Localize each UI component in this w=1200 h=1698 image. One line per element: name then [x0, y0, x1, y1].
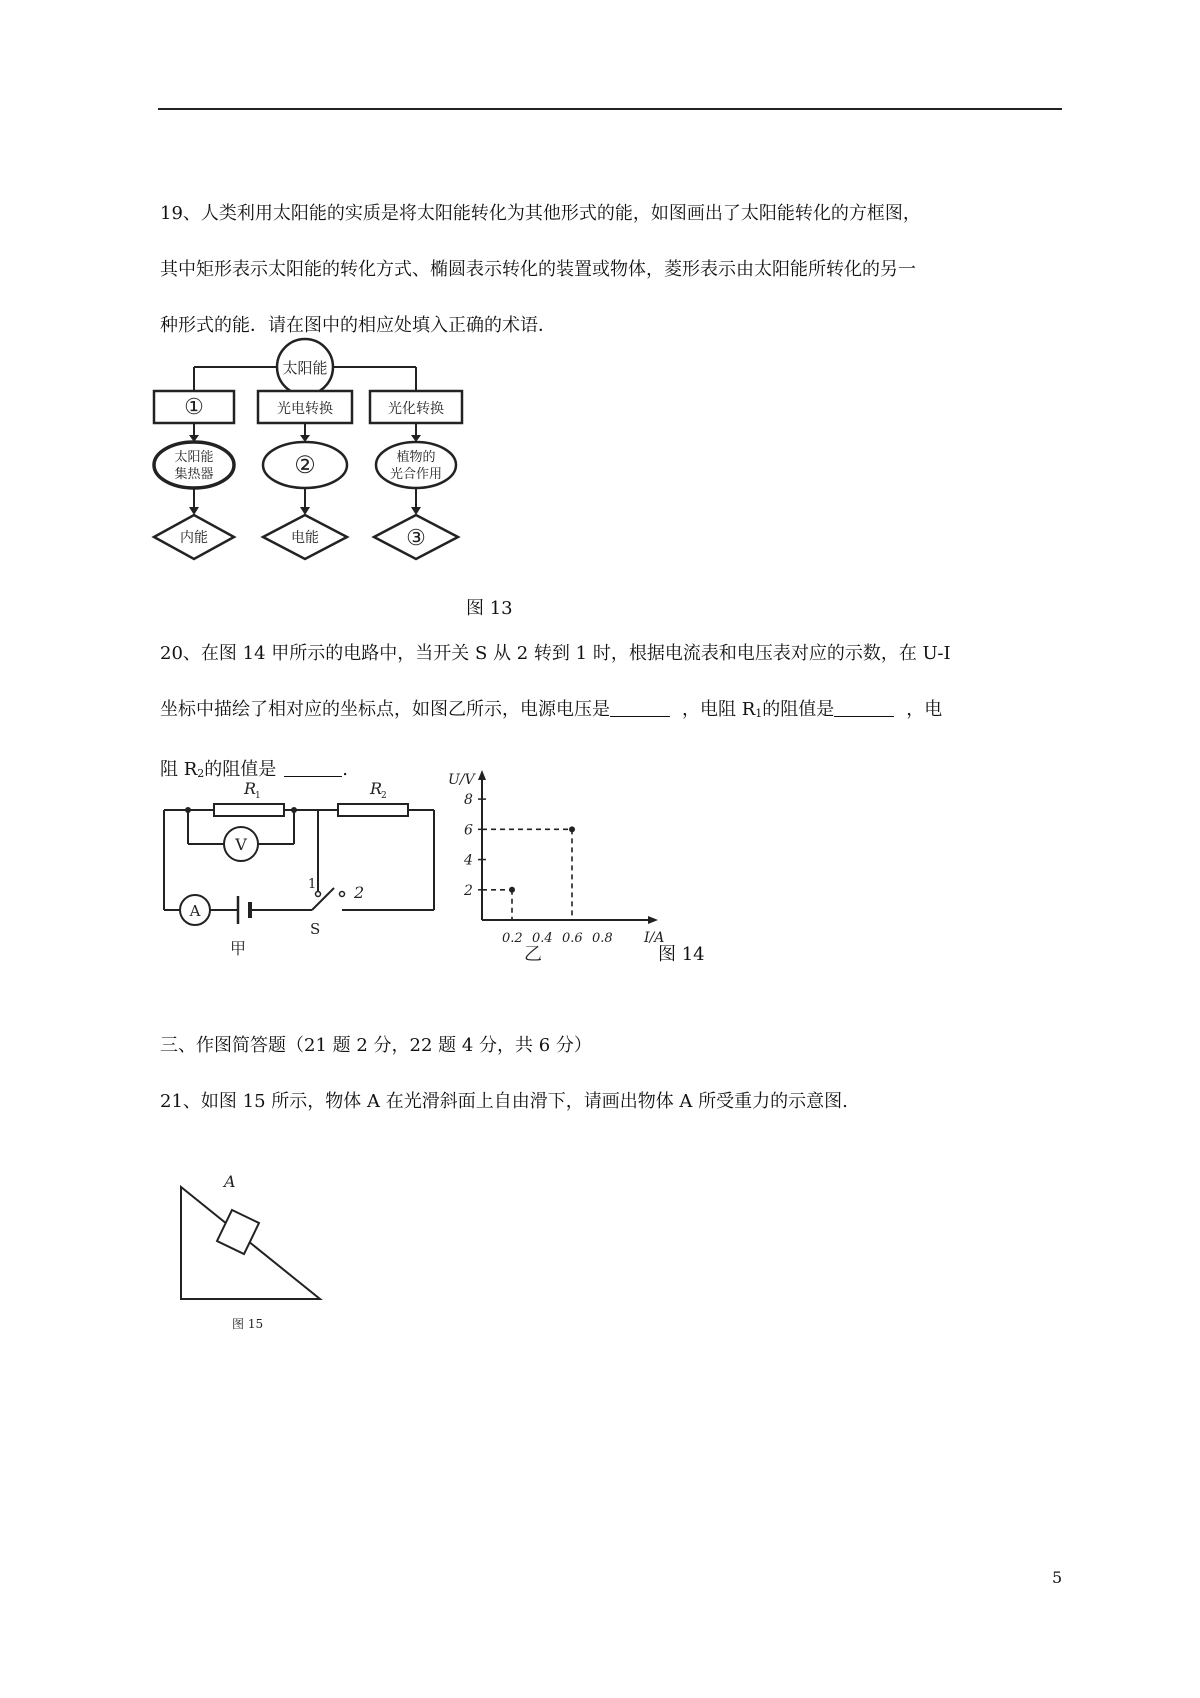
y-axis-arrow: [478, 770, 486, 780]
figure-14-caption: 图 14: [658, 944, 705, 965]
q20-line-2: [160, 682, 1060, 742]
figure-15-caption: 图 15: [232, 1317, 264, 1331]
voltmeter-label: V: [235, 835, 247, 854]
r1-label-subscript: 1: [255, 791, 261, 801]
figure-15-incline: [170, 1160, 340, 1330]
blank-r2-resistance[interactable]: [284, 756, 342, 777]
graph-caption-yi: 乙: [524, 944, 542, 965]
q20-line-3-part-b: 的阻值是: [204, 759, 277, 780]
r2-label-subscript: 2: [381, 791, 387, 801]
page-number: 5: [1052, 1568, 1063, 1587]
rect-2-label: 光电转换: [277, 401, 333, 417]
q20-line-2-part-c: 的阻值是: [762, 699, 835, 720]
block-a-label: A: [224, 1172, 236, 1191]
ellipse-3-line-1: 植物的: [396, 450, 436, 465]
figure-14-circuit: [158, 776, 448, 956]
blank-source-voltage[interactable]: [610, 696, 670, 717]
ellipse-3-line-2: 光合作用: [389, 467, 443, 482]
q19-line-3: 种形式的能．请在图中的相应处填入正确的术语．: [160, 315, 556, 336]
figure-13-caption: 图 13: [466, 598, 513, 619]
question-21: 21、如图 15 所示，物体 A 在光滑斜面上自由滑下，请画出物体 A 所受重力的示意图.: [160, 1091, 848, 1112]
x-tick-label: 0.8: [592, 931, 613, 946]
contact-2-label: 2: [354, 883, 365, 902]
r2-label: R: [370, 779, 383, 798]
battery: [238, 896, 250, 924]
figure-13-solar-diagram: [150, 335, 470, 605]
q20-line-2-part-b: ，电阻 R: [682, 699, 756, 720]
incline-triangle: [181, 1187, 320, 1299]
top-circle-label: 太阳能: [282, 359, 328, 377]
x-tick-label: 0.6: [562, 931, 583, 946]
data-point: [509, 887, 515, 893]
q20-line-1: 20、在图 14 甲所示的电路中，当开关 S 从 2 转到 1 时，根据电流表和电压表对应的示数，在 U-I: [160, 643, 951, 664]
figure-14-ui-graph: [446, 770, 676, 965]
section-3-heading: 三、作图简答题（21 题 2 分，22 题 4 分，共 6 分）: [160, 1035, 592, 1056]
ellipse-1-line-2: 集热器: [174, 467, 214, 482]
header-rule: [158, 108, 1062, 110]
block-a: [217, 1210, 259, 1254]
question-19: [160, 186, 1060, 354]
resistor-r1: [214, 804, 284, 816]
y-axis-label: U/V: [448, 772, 475, 788]
diamond-3-label: ③: [406, 526, 426, 551]
circuit-caption-jia: 甲: [230, 939, 247, 958]
q20-line-2-part-a: 坐标中描绘了相对应的坐标点，如图乙所示，电源电压是: [160, 699, 610, 720]
x-tick-label: 0.2: [502, 931, 523, 946]
rect-1-label: ①: [184, 395, 204, 420]
y-tick-label: 2: [464, 882, 473, 899]
q20-line-3-end: .: [342, 759, 349, 780]
r1-label: R: [244, 779, 257, 798]
q19-line-2: 其中矩形表示太阳能的转化方式、椭圆表示转化的装置或物体，菱形表示由太阳能所转化的另一: [160, 259, 916, 280]
diamond-2-label: 电能: [291, 530, 319, 546]
y-tick-label: 6: [464, 822, 473, 839]
y-tick-label: 8: [464, 792, 473, 809]
r2-subscript: 2: [197, 767, 205, 780]
q20-line-2-part-d: ，电: [906, 699, 943, 720]
ellipse-1-line-1: 太阳能: [174, 450, 214, 465]
r1-subscript: 1: [755, 707, 763, 720]
switch-contact-1: [316, 892, 321, 897]
data-point: [569, 826, 575, 832]
diamond-1-label: 内能: [180, 530, 208, 546]
ammeter-label: A: [189, 902, 201, 920]
contact-1-label: 1: [308, 877, 317, 892]
x-tick-label: 0.4: [532, 931, 553, 946]
x-axis-arrow: [648, 916, 658, 924]
section-3: [160, 1018, 1060, 1130]
blank-r1-resistance[interactable]: [834, 696, 894, 717]
switch-label: S: [310, 920, 321, 938]
switch-contact-2: [340, 892, 345, 897]
y-tick-label: 4: [464, 852, 473, 869]
rect-3-label: 光化转换: [388, 401, 444, 417]
resistor-r2: [338, 804, 408, 816]
q19-line-1: 19、人类利用太阳能的实质是将太阳能转化为其他形式的能，如图画出了太阳能转化的方框图，: [160, 203, 921, 224]
ellipse-2-label: ②: [294, 451, 316, 479]
x-axis-label: I/A: [644, 930, 665, 946]
q20-line-3-part-a: 阻 R: [160, 759, 198, 780]
